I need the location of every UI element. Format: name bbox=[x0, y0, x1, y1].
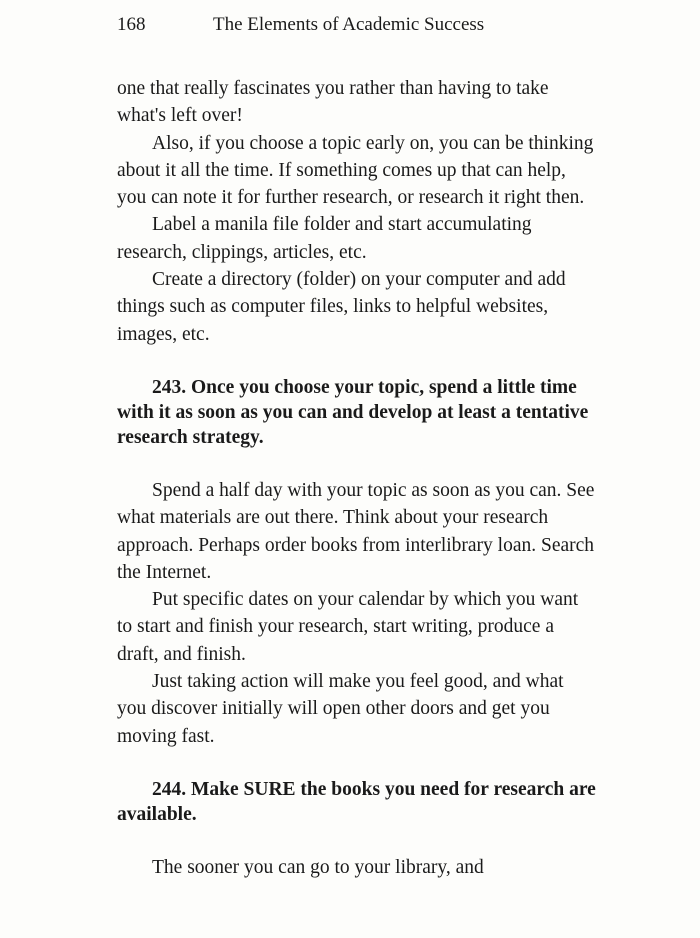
paragraph-continuation: one that really fascinates you rather than having to take what's left over! bbox=[117, 78, 549, 127]
paragraph: The sooner you can go to your library, and bbox=[152, 856, 484, 878]
paragraph: Also, if you choose a topic early on, you can be thinking about it all the time. If something comes up that can help, you can note it for further research, or research it right then. bbox=[117, 132, 594, 209]
paragraph: Spend a half day with your topic as soon as you can. See what materials are out there. Think about your research approach. Perhaps order books from interlibrary loan. Search the Internet. bbox=[117, 479, 595, 583]
page-number: 168 bbox=[117, 14, 146, 35]
page-body bbox=[117, 75, 597, 881]
tip-heading-244: 244. Make SURE the books you need for research are available. bbox=[117, 778, 596, 825]
paragraph: Label a manila file folder and start accumulating research, clippings, articles, etc. bbox=[117, 214, 532, 263]
running-title: The Elements of Academic Success bbox=[213, 14, 485, 35]
page-header bbox=[117, 14, 597, 42]
paragraph: Put specific dates on your calendar by which you want to start and finish your research, start writing, produce a draft, and finish. bbox=[117, 589, 579, 665]
paragraph: Just taking action will make you feel good, and what you discover initially will open other doors and get you moving fast. bbox=[117, 671, 564, 747]
tip-heading-243: 243. Once you choose your topic, spend a little time with it as soon as you can and develop at least a tentative research strategy. bbox=[117, 376, 589, 448]
paragraph: Create a directory (folder) on your computer and add things such as computer files, links to helpful websites, images, etc. bbox=[117, 269, 566, 345]
